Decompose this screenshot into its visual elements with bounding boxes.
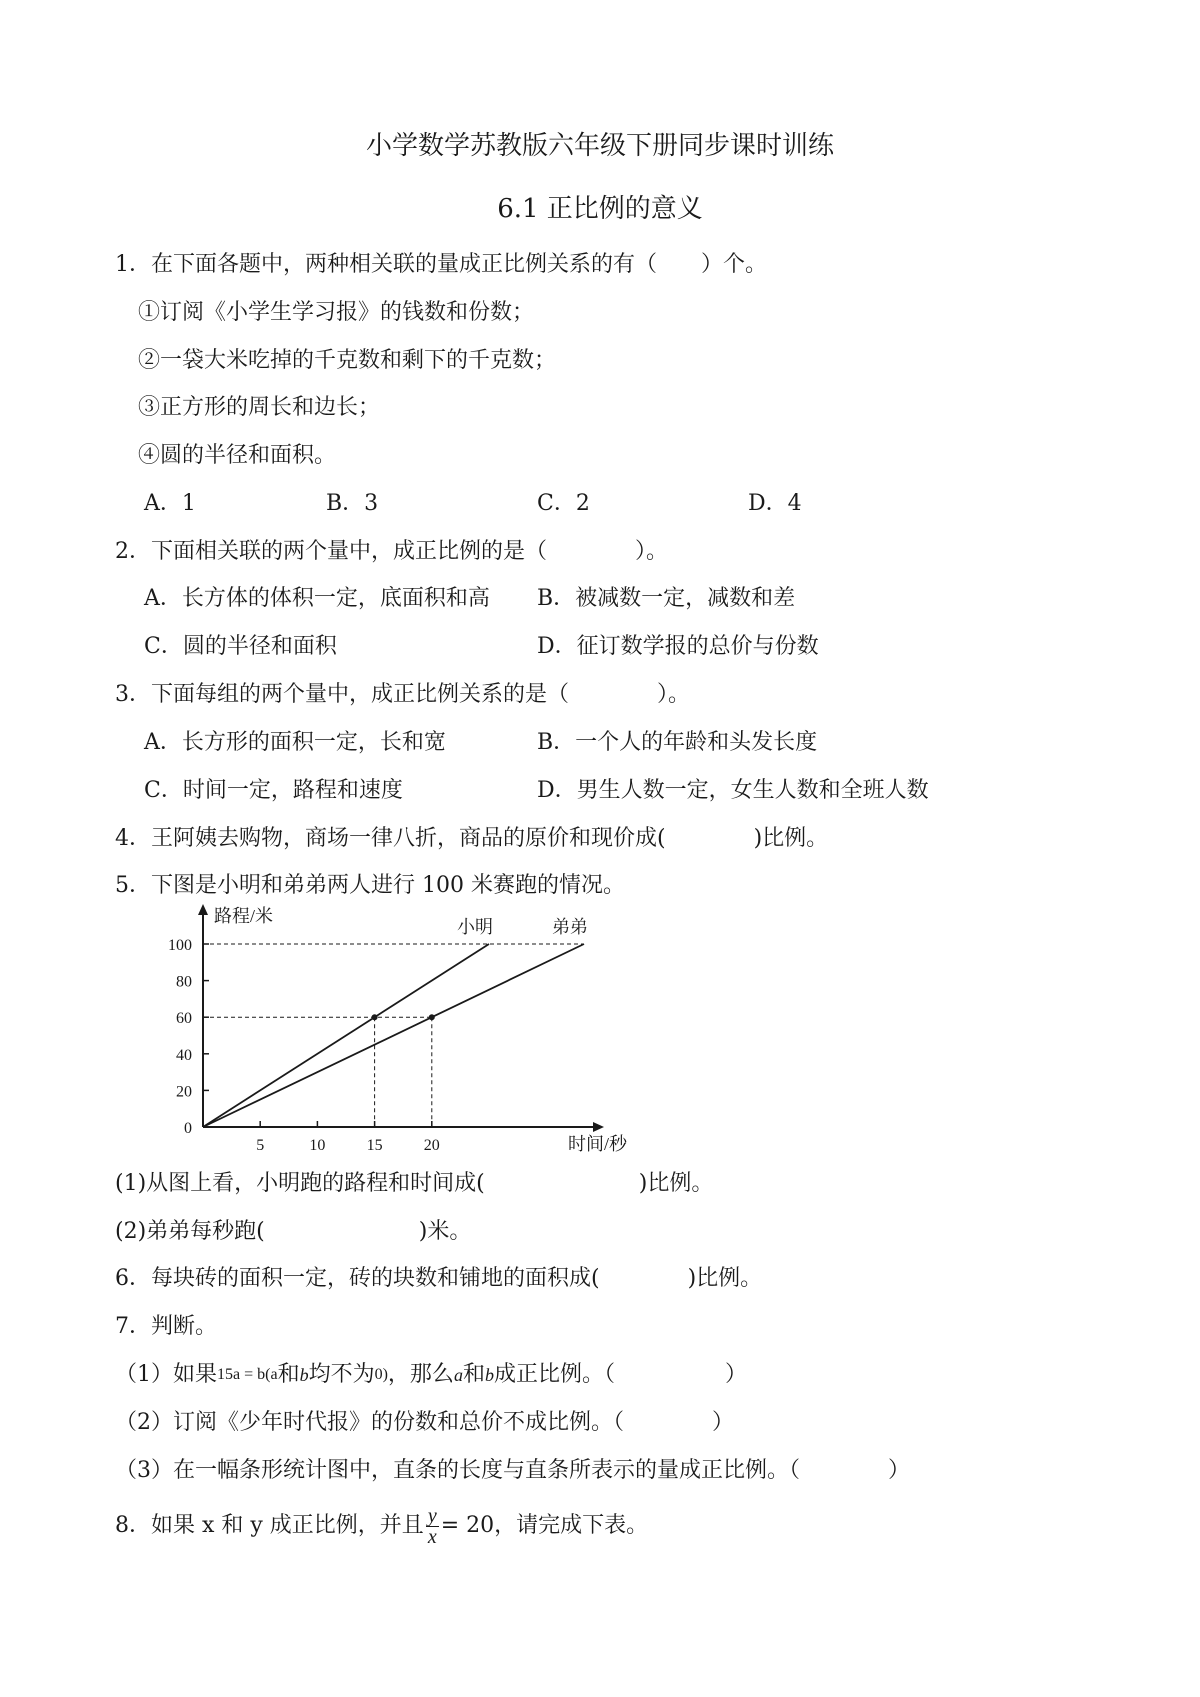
q3-option-d: D．男生人数一定，女生人数和全班人数 bbox=[537, 778, 929, 803]
q7-j1-text: ，那么 bbox=[387, 1362, 454, 1387]
q1-item: ①订阅《小学生学习报》的钱数和份数； bbox=[138, 300, 535, 325]
series-label-1: 小明 bbox=[457, 917, 493, 937]
q1-option-d: D．4 bbox=[748, 491, 802, 516]
y-tick-label: 80 bbox=[176, 973, 192, 991]
q7-j1-text: 和 bbox=[462, 1362, 485, 1387]
q2-stem: 2．下面相关联的两个量中，成正比例的是（ ）。 bbox=[115, 539, 668, 564]
q2-option-b: B．被减数一定，减数和差 bbox=[537, 586, 796, 611]
q7-judge-3: （3）在一幅条形统计图中，直条的长度与直条所表示的量成正比例。（ ） bbox=[115, 1458, 910, 1483]
q5-sub1: (1)从图上看，小明跑的路程和时间成( )比例。 bbox=[115, 1171, 714, 1196]
q7-j1-formula: 0) bbox=[374, 1366, 388, 1383]
q5-stem: 5．下图是小明和弟弟两人进行 100 米赛跑的情况。 bbox=[115, 873, 625, 898]
x-tick-label: 20 bbox=[423, 1137, 440, 1152]
q7-j1-text: 成正比例。（ ） bbox=[493, 1362, 747, 1387]
x-axis-label: 时间/秒 bbox=[568, 1134, 628, 1152]
y-tick-label: 100 bbox=[168, 937, 192, 954]
q1-item: ②一袋大米吃掉的千克数和剩下的千克数； bbox=[138, 348, 557, 373]
q7-judge-2: （2）订阅《少年时代报》的份数和总价不成比例。（ ） bbox=[115, 1410, 734, 1435]
q1-item: ③正方形的周长和边长； bbox=[138, 395, 381, 420]
data-point bbox=[372, 1014, 378, 1020]
q2-option-a: A．长方体的体积一定，底面积和高 bbox=[144, 586, 490, 611]
y-axis-arrow bbox=[198, 904, 208, 915]
q1-stem: 1．在下面各题中，两种相关联的量成正比例关系的有（ ）个。 bbox=[115, 252, 767, 277]
q7-j1-text: 均不为 bbox=[308, 1362, 375, 1387]
q8-text: = 20，请完成下表。 bbox=[440, 1513, 649, 1538]
q8-fraction-num: y bbox=[427, 1504, 437, 1527]
q8-fraction bbox=[426, 1506, 439, 1547]
section-title: 6.1 正比例的意义 bbox=[497, 194, 703, 224]
q5-sub2: (2)弟弟每秒跑( )米。 bbox=[115, 1219, 472, 1244]
y-tick-label: 40 bbox=[176, 1046, 192, 1064]
q7-judge-1 bbox=[115, 1361, 747, 1389]
q2-option-d: D．征订数学报的总价与份数 bbox=[537, 634, 819, 659]
q8-fraction-den: x bbox=[427, 1525, 437, 1548]
q4-stem: 4．王阿姨去购物，商场一律八折，商品的原价和现价成( )比例。 bbox=[115, 826, 829, 851]
q3-option-c: C．时间一定，路程和速度 bbox=[144, 778, 403, 803]
race-line-chart bbox=[150, 902, 670, 1152]
q8-stem bbox=[115, 1504, 648, 1548]
y-tick-label: 60 bbox=[176, 1010, 192, 1028]
q7-j1-formula: 15a = b(a bbox=[217, 1366, 278, 1383]
x-tick-label: 10 bbox=[309, 1137, 326, 1152]
q7-j1-text: （1）如果 bbox=[115, 1362, 217, 1387]
q7-j1-text: 和 bbox=[277, 1362, 300, 1387]
y-axis-label: 路程/米 bbox=[214, 906, 274, 926]
q6-stem: 6．每块砖的面积一定，砖的块数和铺地的面积成( )比例。 bbox=[115, 1266, 763, 1291]
series-line-2 bbox=[203, 944, 584, 1127]
q3-stem: 3．下面每组的两个量中，成正比例关系的是（ ）。 bbox=[115, 682, 690, 707]
x-axis-arrow bbox=[593, 1122, 604, 1132]
q7-j1-var: b bbox=[299, 1365, 309, 1385]
x-tick-label: 5 bbox=[256, 1137, 265, 1152]
q1-item: ④圆的半径和面积。 bbox=[138, 443, 337, 468]
q2-option-c: C．圆的半径和面积 bbox=[144, 634, 337, 659]
q3-option-b: B．一个人的年龄和头发长度 bbox=[537, 730, 818, 755]
q3-option-a: A．长方形的面积一定，长和宽 bbox=[144, 730, 446, 755]
q7-j1-var: a bbox=[453, 1365, 463, 1385]
q7-stem: 7．判断。 bbox=[115, 1314, 217, 1339]
q1-option-b: B．3 bbox=[326, 491, 379, 516]
y-tick-label: 0 bbox=[184, 1120, 192, 1137]
series-line-1 bbox=[203, 944, 489, 1127]
q1-option-a: A．1 bbox=[144, 491, 196, 516]
q8-text: 8．如果 x 和 y 成正比例，并且 bbox=[115, 1513, 424, 1538]
series-label-2: 弟弟 bbox=[551, 917, 588, 937]
q1-option-c: C．2 bbox=[537, 491, 590, 516]
page-title: 小学数学苏教版六年级下册同步课时训练 bbox=[365, 131, 834, 161]
data-point bbox=[429, 1014, 435, 1020]
q7-j1-var: b bbox=[484, 1365, 494, 1385]
x-tick-label: 15 bbox=[366, 1137, 383, 1152]
y-tick-label: 20 bbox=[176, 1083, 192, 1101]
